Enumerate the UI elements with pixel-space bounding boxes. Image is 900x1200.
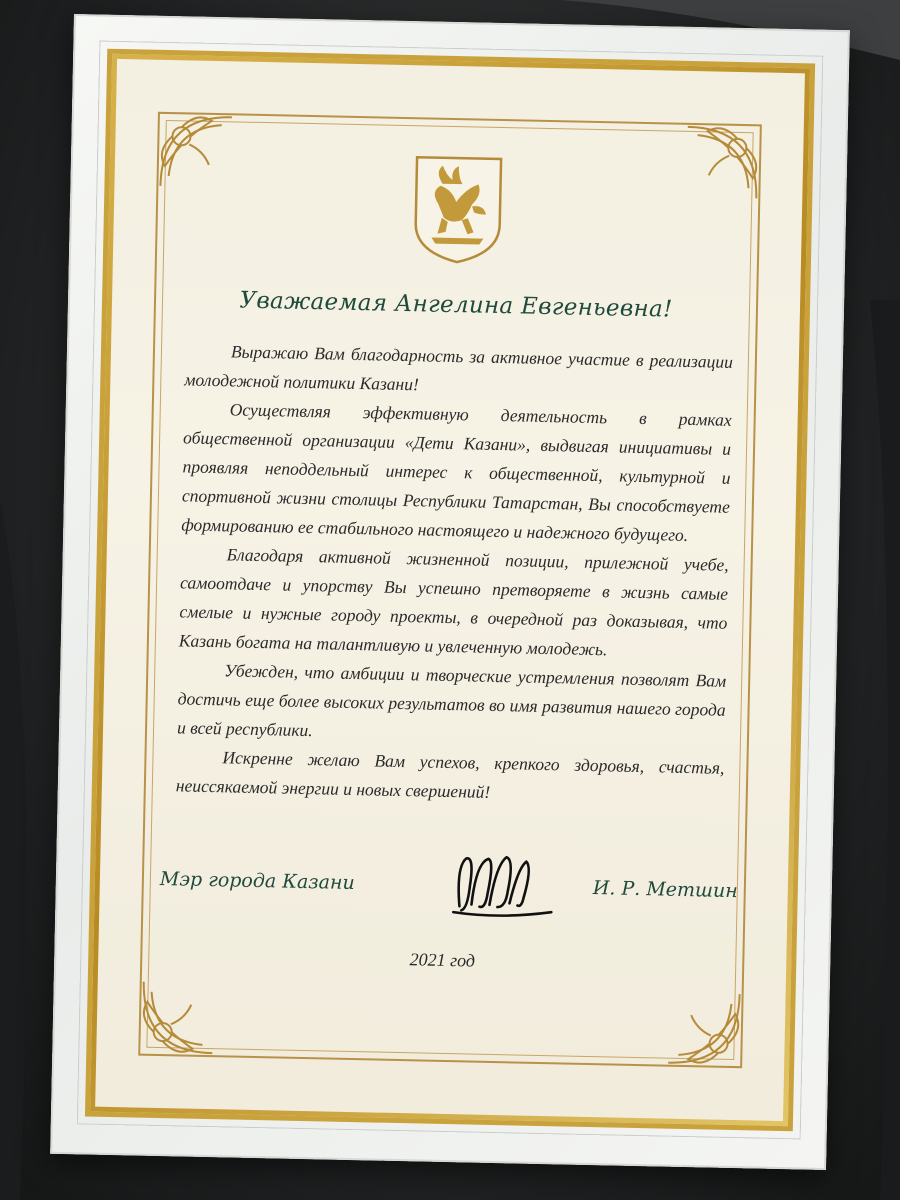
corner-ornament-icon <box>676 117 768 209</box>
gold-rim <box>85 49 815 1132</box>
picture-frame <box>50 14 850 1170</box>
signatory-title: Мэр города Казани <box>159 867 355 895</box>
coat-of-arms-icon <box>411 153 505 267</box>
certificate-year: 2021 год <box>409 949 476 971</box>
paragraph: Искренне желаю Вам успехов, крепкого здоровья, счастья, неиссякаемой энергии и новых свершений! <box>175 747 725 802</box>
corner-ornament-icon <box>658 982 750 1074</box>
handwritten-signature <box>439 846 561 928</box>
certificate-paper <box>95 59 805 1121</box>
corner-ornament-icon <box>132 971 224 1063</box>
signature-row <box>159 840 739 932</box>
paragraph: Убежден, что амбиции и творческие устремления позволят Вам достичь еще более высоких результатов во имя развития нашего города и всей республики. <box>176 660 727 741</box>
corner-ornament-icon <box>150 106 242 198</box>
certificate-body <box>176 336 734 811</box>
paragraph: Осуществляя эффективную деятельность в рамках общественной организации «Дети Казани», выдвигая инициативы и проявляя неподдельный интерес к общественной, культурной и спортивной жизни столицы Республики Татарстан, Вы способствуете формированию ее стабильного настоящего и надежного будущего. <box>181 399 732 545</box>
greeting-heading: Уважаемая Ангелина Евгеньевна! <box>239 287 673 323</box>
paragraph: Выражаю Вам благодарность за активное участие в реализации молодежной политики Казани! <box>184 341 734 395</box>
signatory-name: И. Р. Метшин <box>592 877 739 903</box>
paragraph: Благодаря активной жизненной позиции, прилежной учебе, самоотдаче и упорству Вы успешно претворяете в жизнь самые смелые и нужные городу проекты, в очередной раз доказывая, что Казань богата на талантливую и увлеченную молодежь. <box>178 544 729 660</box>
